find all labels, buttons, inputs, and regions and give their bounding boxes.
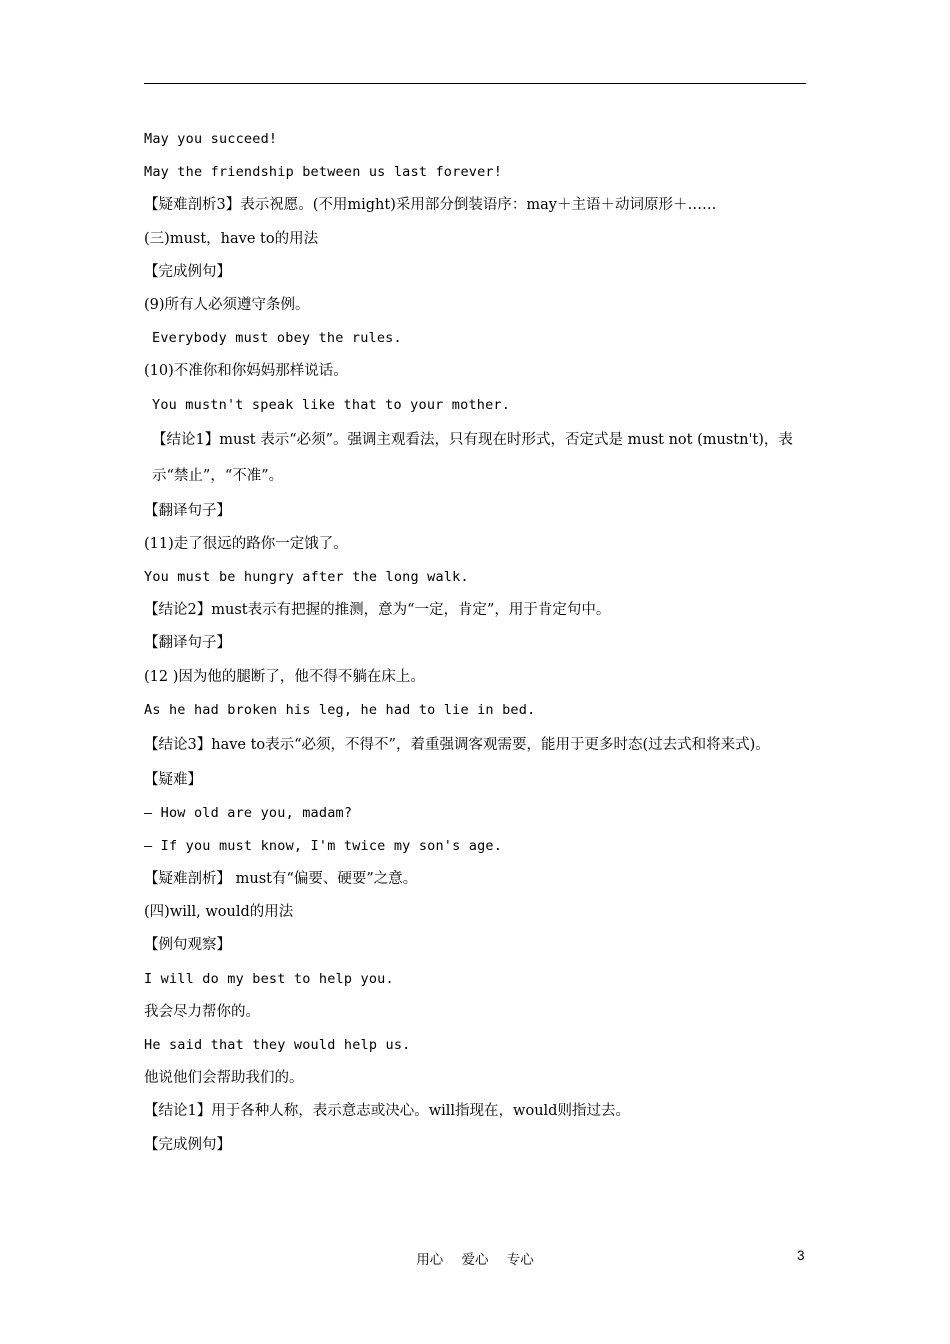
example-sentence: May the friendship between us last forever! (144, 164, 503, 181)
example-sentence: Everybody must obey the rules. (152, 330, 402, 347)
section-heading: (四)will, would的用法 (144, 904, 294, 921)
conclusion-note: 【结论1】用于各种人称，表示意志或决心。will指现在，would则指过去。 (144, 1103, 630, 1120)
example-sentence: May you succeed! (144, 131, 278, 147)
conclusion-note: 【结论1】must 表示“必须”。强调主观看法，只有现在时形式，否定式是 must not (mustn't)，表示“禁止”，“不准”。 (152, 431, 793, 485)
header-rule (144, 83, 806, 84)
analysis-note: 【疑难剖析3】表示祝愿。(不用might)采用部分倒装语序：may＋主语＋动词原形＋…… (144, 197, 717, 214)
exercise-label: 【完成例句】 (144, 1136, 231, 1153)
page-number: 3 (797, 1248, 805, 1263)
exercise-label: 【例句观察】 (144, 937, 231, 954)
example-sentence: As he had broken his leg, he had to lie in bed. (144, 701, 536, 718)
example-sentence: You mustn't speak like that to your mother. (152, 396, 511, 413)
exercise-prompt: (11)走了很远的路你一定饿了。 (144, 535, 348, 552)
dialogue-line: — If you must know, I'm twice my son's age. (144, 837, 503, 854)
exercise-label: 【疑难】 (144, 771, 202, 788)
section-heading: (三)must，have to的用法 (144, 230, 319, 247)
exercise-label: 【翻译句子】 (144, 635, 231, 652)
translation-line: 他说他们会帮助我们的。 (144, 1070, 304, 1087)
example-sentence: I will do my best to help you. (144, 970, 394, 987)
exercise-prompt: (12 )因为他的腿断了，他不得不躺在床上。 (144, 668, 425, 685)
translation-line: 我会尽力帮你的。 (144, 1003, 260, 1020)
conclusion-note: 【结论3】have to表示“必须，不得不”，着重强调客观需要，能用于更多时态(过去式和将来式)。 (144, 737, 770, 753)
analysis-note: 【疑难剖析】 must有“偏要、硬要”之意。 (144, 871, 418, 888)
page-footer: 用心 爱心 专心 (416, 1252, 534, 1268)
exercise-label: 【完成例句】 (144, 263, 231, 280)
document-body (144, 123, 806, 1162)
example-sentence: He said that they would help us. (144, 1037, 411, 1053)
exercise-prompt: (10)不准你和你妈妈那样说话。 (144, 363, 348, 380)
dialogue-line: — How old are you, madam? (144, 804, 353, 821)
exercise-label: 【翻译句子】 (144, 502, 231, 519)
conclusion-note: 【结论2】must表示有把握的推测，意为“一定，肯定”，用于肯定句中。 (144, 602, 611, 619)
exercise-prompt: (9)所有人必须遵守条例。 (144, 296, 310, 313)
example-sentence: You must be hungry after the long walk. (144, 569, 469, 586)
